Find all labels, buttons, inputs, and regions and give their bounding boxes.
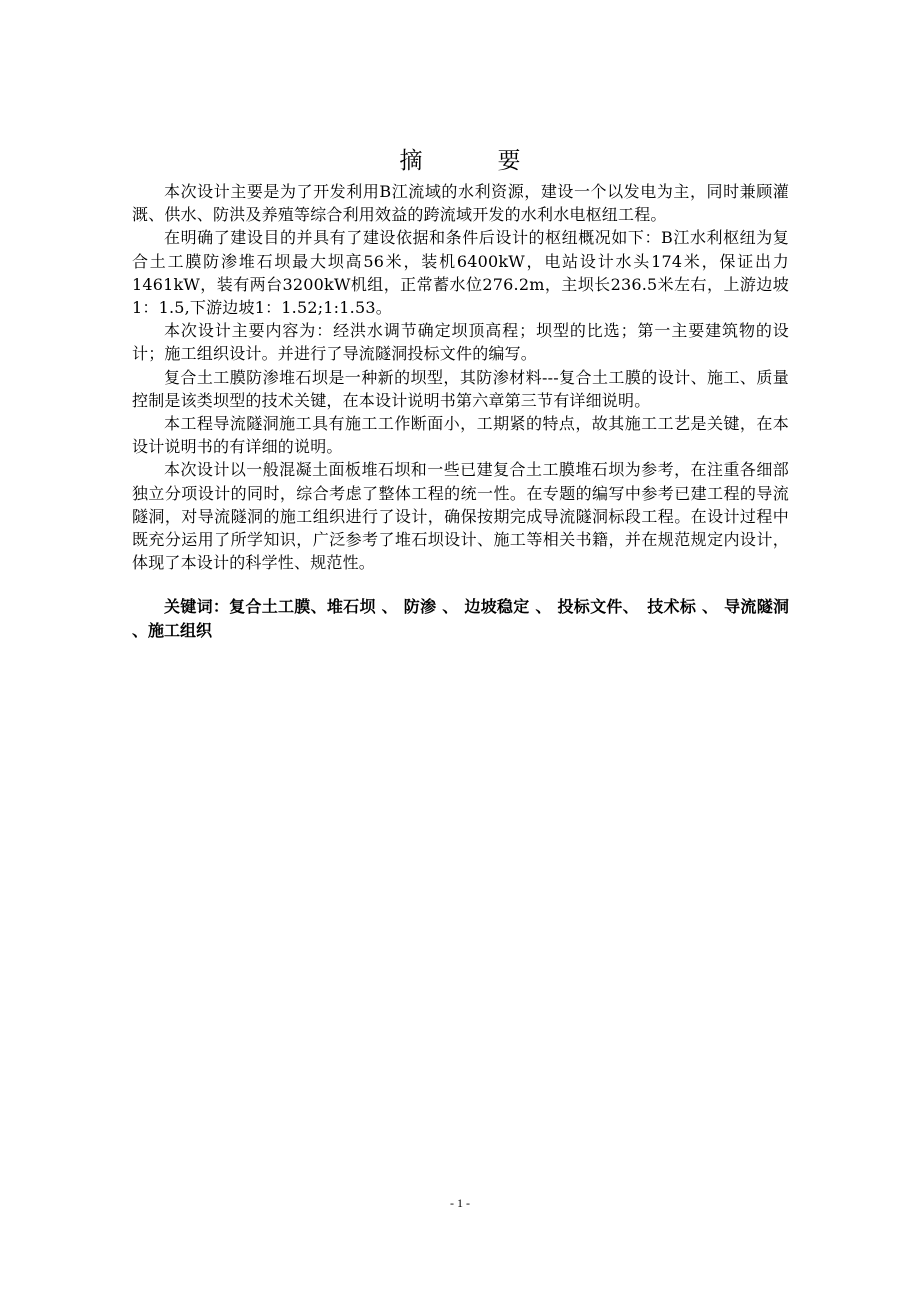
keywords: 关键词：复合土工膜、堆石坝 、 防渗 、 边坡稳定 、 投标文件、 技术标 、 导流隧洞 、施工组织 <box>132 597 789 640</box>
page-number: - 1 - <box>450 1196 470 1210</box>
paragraph-6: 本次设计以一般混凝土面板堆石坝和一些已建复合土工膜堆石坝为参考，在注重各细部独立分项设计的同时，综合考虑了整体工程的统一性。在专题的编写中参考已建工程的导流隧洞，对导流隧洞的施工组织进行了设计，确保按期完成导流隧洞标段工程。在设计过程中既充分运用了所学知识，广泛参考了堆石坝设计、施工等相关书籍，并在规范规定内设计，体现了本设计的科学性、规范性。 <box>132 460 789 573</box>
abstract-body <box>132 180 789 642</box>
paragraph-2: 在明确了建设目的并具有了建设依据和条件后设计的枢纽概况如下：B江水利枢纽为复合土工膜防渗堆石坝最大坝高56米，装机6400kW，电站设计水头174米，保证出力1461kW，装有两台3200kW机组，正常蓄水位276.2m，主坝长236.5米左右，上游边坡1：1.5,下游边坡1：1.52;1:1.53。 <box>132 228 789 318</box>
abstract-title: 摘 要 <box>399 148 547 174</box>
paragraph-4: 复合土工膜防渗堆石坝是一种新的坝型，其防渗材料---复合土工膜的设计、施工、质量控制是该类坝型的技术关键，在本设计说明书第六章第三节有详细说明。 <box>132 367 789 410</box>
paragraph-1: 本次设计主要是为了开发利用B江流域的水利资源，建设一个以发电为主，同时兼顾灌溉、供水、防洪及养殖等综合利用效益的跨流域开发的水利水电枢纽工程。 <box>132 182 789 225</box>
paragraph-5: 本工程导流隧洞施工具有施工工作断面小，工期紧的特点，故其施工工艺是关键，在本设计说明书的有详细的说明。 <box>132 414 789 457</box>
paragraph-3: 本次设计主要内容为：经洪水调节确定坝顶高程；坝型的比选；第一主要建筑物的设计；施工组织设计。并进行了导流隧洞投标文件的编写。 <box>132 321 789 364</box>
